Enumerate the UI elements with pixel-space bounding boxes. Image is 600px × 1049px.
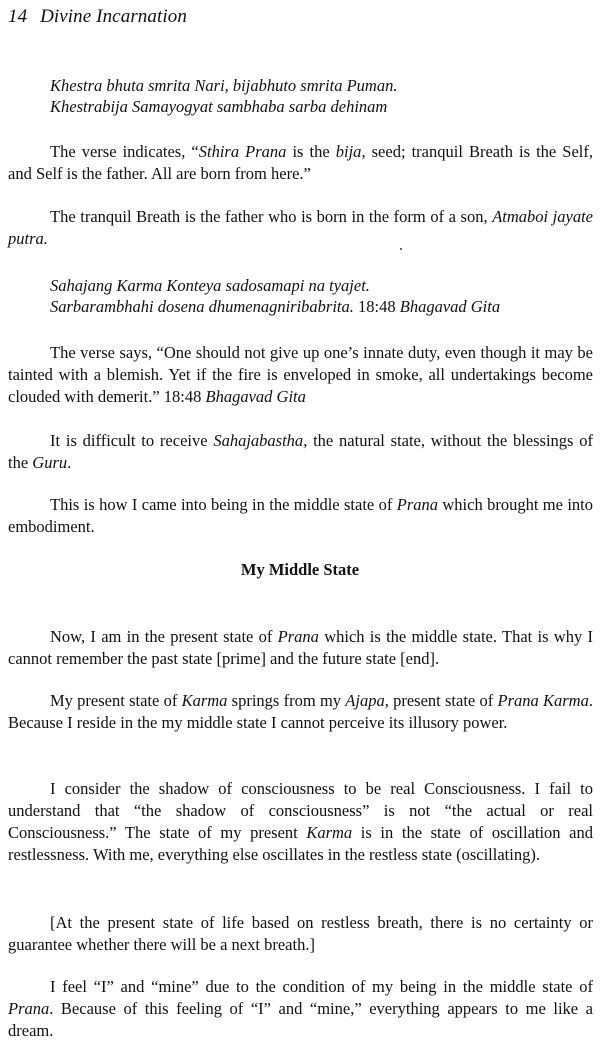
- verse-sanskrit-2: [50, 275, 595, 317]
- italic-term: Karma: [306, 823, 353, 842]
- text-run: Sarbarambhahi dosena dhumenagniribabrita.: [50, 297, 354, 316]
- paragraph: [8, 690, 593, 734]
- paragraph: [8, 626, 593, 670]
- section-heading: My Middle State: [240, 560, 360, 579]
- text-run: The verse indicates, “: [50, 142, 199, 161]
- italic-term: Prana: [396, 495, 438, 514]
- paragraph: [8, 206, 593, 250]
- page-number: 14: [8, 6, 28, 27]
- text-run: I feel “I” and “mine” due to the condition of my being in the middle state of: [50, 977, 593, 996]
- verse-reference: 18:48: [353, 297, 400, 316]
- paragraph: [8, 342, 593, 408]
- text-run: .: [67, 453, 72, 472]
- italic-term: Sahajabastha: [213, 431, 304, 450]
- text-run: is the: [286, 142, 336, 161]
- paragraph: [At the present state of life based on restless breath, there is no certainty or guarantee whether there will be a next breath.]: [8, 913, 593, 954]
- text-run: The tranquil Breath is the father who is born in the form of a son,: [50, 207, 493, 226]
- italic-term: Karma: [181, 691, 228, 710]
- text-run: which brought me into embodiment.: [8, 495, 593, 536]
- italic-term: Prana: [277, 627, 319, 646]
- text-run: , seed; tranquil Breath is the Self, and Self is the father. All are born from here.”: [8, 142, 594, 183]
- running-header: [8, 6, 187, 28]
- verse-line: Khestra bhuta smrita Nari, bijabhuto smrita Puman.: [50, 76, 398, 95]
- italic-term: Sthira Prana: [198, 142, 287, 161]
- text-run: is in the state of oscillation and restlessness. With me, everything else oscillates in the restless state (oscillating).: [8, 823, 593, 864]
- verse-line: Khestrabija Samayogyat sambhaba sarba dehinam: [50, 97, 388, 116]
- italic-term: Bhagavad Gita: [205, 387, 306, 406]
- text-run: which is the middle state. That is why I cannot remember the past state [prime] and the future state [end].: [8, 627, 593, 668]
- text-run: It is difficult to receive: [50, 431, 214, 450]
- text-run: springs from my: [227, 691, 346, 710]
- verse-sanskrit-1: [50, 75, 595, 117]
- paragraph: [8, 141, 593, 185]
- paragraph: [8, 976, 593, 1042]
- text-run: . Because of this feeling of “I” and “mine,” everything appears to me like a dream.: [8, 999, 593, 1040]
- paragraph: [8, 494, 593, 538]
- italic-term: Guru: [32, 453, 68, 472]
- stray-mark: [400, 248, 402, 250]
- italic-term: Bhagavad Gita: [399, 297, 501, 316]
- text-run: This is how I came into being in the middle state of: [50, 495, 397, 514]
- verse-line: Sahajang Karma Konteya sadosamapi na tyajet.: [50, 276, 370, 295]
- text-run: , present state of: [384, 691, 498, 710]
- text-run: . Because I reside in the my middle state I cannot perceive its illusory power.: [8, 691, 593, 732]
- text-run: The verse says, “One should not give up one’s innate duty, even though it may be tainted with a blemish. Yet if the fire is enveloped in smoke, all undertakings become clouded with demerit.” 18:48: [8, 343, 593, 406]
- text-run: Now, I am in the present state of: [50, 627, 278, 646]
- italic-term: bija: [335, 142, 362, 161]
- italic-term: Prana Karma: [497, 691, 589, 710]
- paragraph: [8, 430, 593, 474]
- book-title: Divine Incarnation: [40, 6, 187, 27]
- text-run: I consider the shadow of consciousness to be real Consciousness. I fail to understand that “the shadow of consciousness” is not “the actual or real Consciousness.” The state of my present: [8, 779, 593, 842]
- italic-term: Ajapa: [345, 691, 385, 710]
- verse-line: [50, 296, 595, 317]
- paragraph: [8, 778, 593, 866]
- text-run: My present state of: [50, 691, 182, 710]
- text-run: , the natural state, without the blessings of the: [8, 431, 593, 472]
- italic-term: Atmaboi jayate putra.: [8, 207, 593, 248]
- italic-term: Prana: [8, 999, 50, 1018]
